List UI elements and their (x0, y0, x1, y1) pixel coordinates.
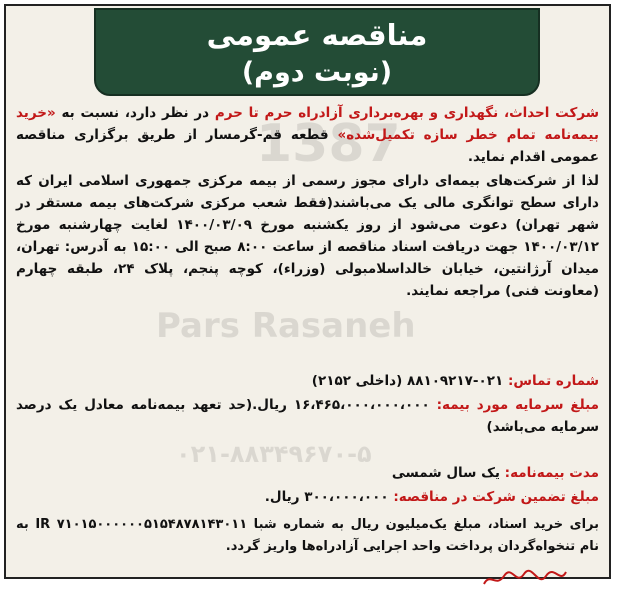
duration-line (16, 462, 599, 484)
contact-line (16, 370, 599, 392)
company-name: شرکت احداث، نگهداری و بهره‌برداری آزادراه حرم تا حرم (214, 105, 599, 121)
intro-paragraph (16, 102, 599, 168)
handwritten-mark (480, 566, 570, 590)
title-banner (94, 8, 540, 96)
intro-text-1: در نظر دارد، نسبت به (55, 105, 215, 121)
notice-title: مناقصه عمومی (206, 18, 428, 52)
duration-label: مدت بیمه‌نامه: (504, 465, 599, 481)
guarantee-value: ۳۰۰،۰۰۰،۰۰۰ ریال. (264, 489, 394, 505)
notice-subtitle: (نوبت دوم) (241, 57, 393, 88)
guarantee-label: مبلغ تضمین شرکت در مناقصه: (393, 489, 599, 505)
contact-value: ۰۲۱-۸۸۱۰۹۲۱۷ (داخلی ۲۱۵۲) (311, 373, 508, 389)
watermark-phone: ۰۲۱-۸۸۳۴۹۶۷۰-۵ (176, 440, 372, 468)
body-paragraph: لذا از شرکت‌های بیمه‌ای دارای مجوز رسمی از بیمه مرکزی جمهوری اسلامی ایران که دارای سطح توانگری مالی یک می‌باشند(فقط شعب مرکزی شرکت‌های بیمه مستقر در شهر تهران) دعوت می‌شود از روز یکشنبه مورخ ۱۴۰۰/۰۳/۰۹ لغایت چهارشنبه مورخ ۱۴۰۰/۰۳/۱۲ جهت دریافت اسناد مناقصه از ساعت ۸:۰۰ صبح الی ۱۵:۰۰ به آدرس: تهران، میدان آرژانتین، خیابان خالداسلامبولی (وزراء)، کوچه پنجم، پلاک ۲۴، طبقه چهارم (معاونت فنی) مراجعه نمایند. (16, 173, 599, 299)
payment-paragraph: برای خرید اسناد، مبلغ یک‌میلیون ریال به شماره شبا IR ۷۱۰۱۵۰۰۰۰۰۰۵۱۵۴۸۷۸۱۴۳۰۱۱ به نام تنخواه‌گردان پرداخت واحد اجرایی آزادراه‌ها واریز گردد. (16, 517, 599, 554)
capital-value: ۱۶،۴۶۵،۰۰۰،۰۰۰،۰۰۰ ریال.(حد تعهد بیمه‌نامه معادل یک درصد سرمایه می‌باشد) (16, 397, 599, 435)
duration-value: یک سال شمسی (391, 465, 505, 481)
watermark-brand: Pars Rasaneh (156, 306, 416, 346)
contact-label: شماره تماس: (507, 373, 599, 389)
tender-subject: «خرید بیمه‌نامه تمام خطر سازه تکمیل‌شده» (16, 105, 600, 143)
guarantee-line (16, 486, 599, 508)
capital-line (16, 394, 599, 438)
tender-notice (4, 4, 611, 579)
watermark-year: 1387 (256, 114, 401, 174)
capital-label: مبلغ سرمایه مورد بیمه: (436, 397, 599, 413)
intro-text-2: قطعه قم-گرمسار از طریق برگزاری مناقصه عمومی اقدام نماید. (16, 127, 599, 165)
